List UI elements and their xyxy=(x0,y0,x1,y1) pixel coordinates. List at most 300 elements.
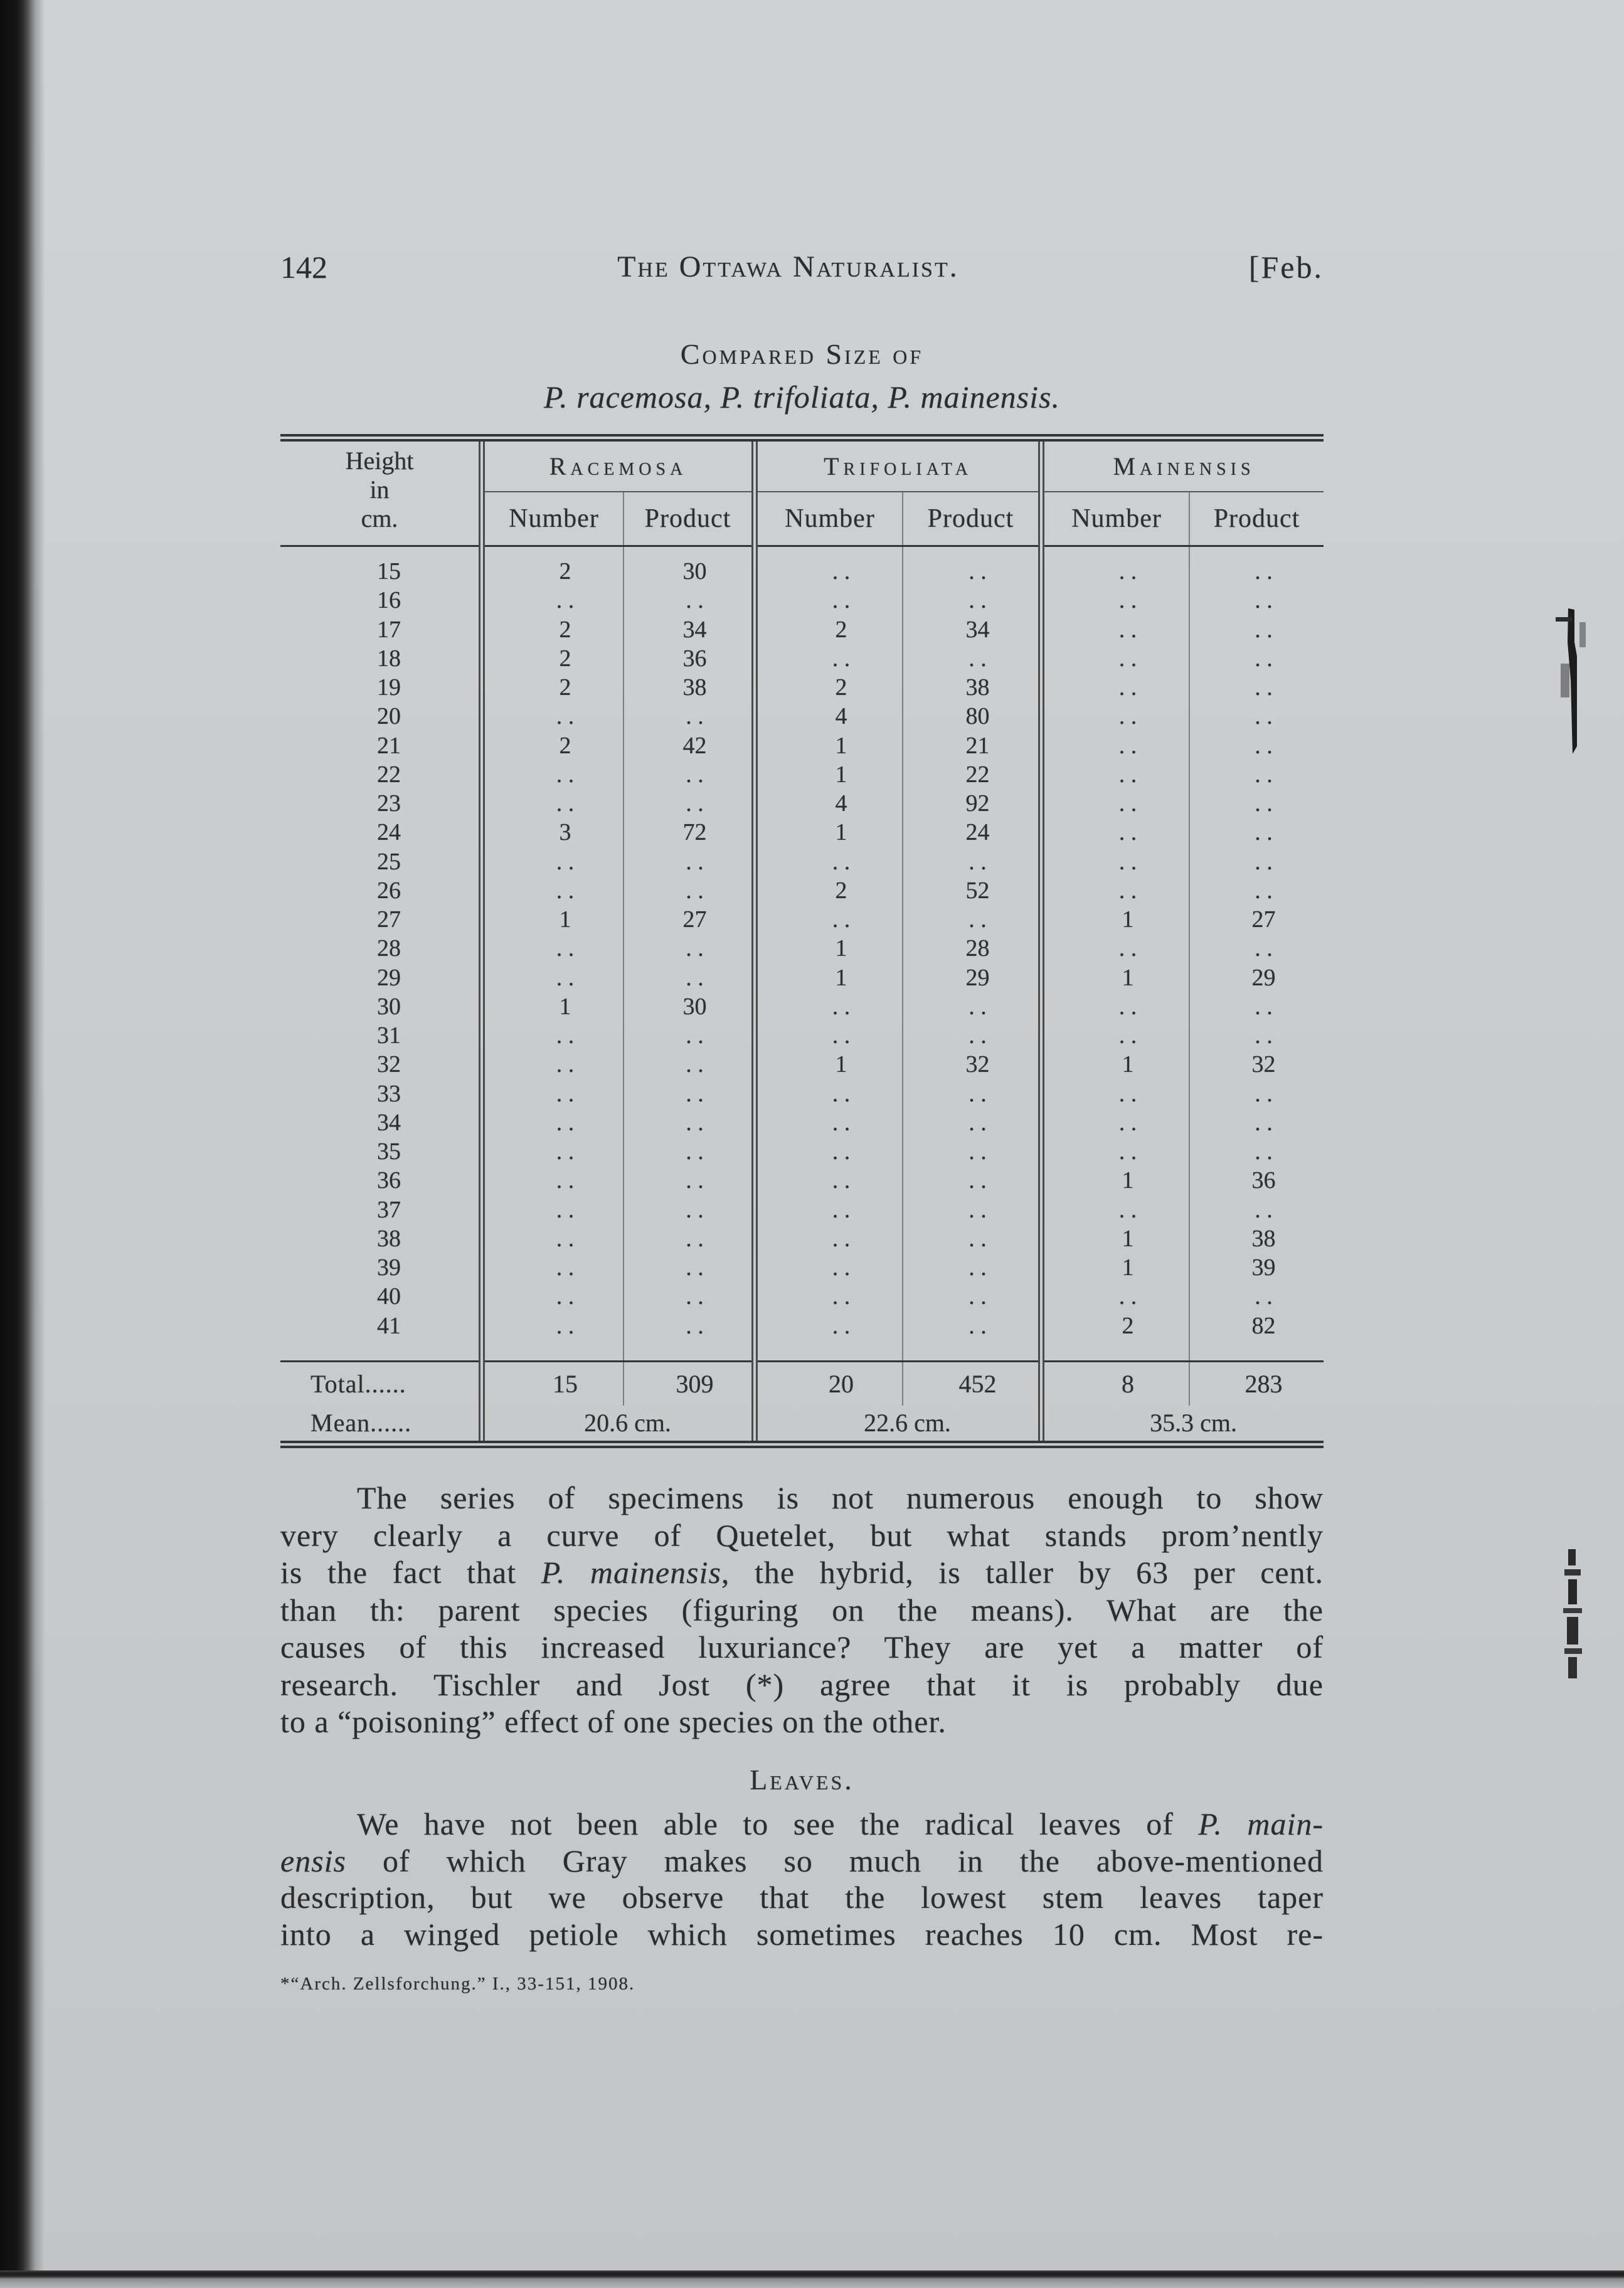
height-cell: 19 xyxy=(377,674,401,701)
mainensis-number-cell: 1 xyxy=(1041,905,1189,934)
binding-edge xyxy=(0,0,45,2288)
text-run: than th: parent species (figuring on the means). What are the xyxy=(280,1592,1324,1628)
trifoliata-number-cell: 4 xyxy=(755,789,903,818)
racemosa-number-cell: 2 xyxy=(482,557,624,586)
trifoliata-number-cell: . . xyxy=(755,1137,903,1166)
margin-smudge-icon xyxy=(1556,1547,1596,1685)
height-cell: 39 xyxy=(377,1254,401,1281)
trifoliata-number-cell: 2 xyxy=(755,673,903,702)
trifoliata-product-cell: 32 xyxy=(903,1050,1041,1079)
trifoliata-group-header: Trifoliata xyxy=(755,438,1041,492)
racemosa-number-cell: . . xyxy=(482,934,624,963)
mainensis-number-cell: . . xyxy=(1041,1195,1189,1224)
table-row xyxy=(280,615,1324,644)
mainensis-number-header: Number xyxy=(1041,492,1189,546)
racemosa-product-cell: . . xyxy=(624,1108,755,1137)
trifoliata-product-cell: . . xyxy=(903,1253,1041,1282)
racemosa-product-cell: . . xyxy=(624,1282,755,1311)
text-line xyxy=(280,1666,1324,1704)
trifoliata-number-cell: 1 xyxy=(755,818,903,847)
table-subtitle: P. racemosa, P. trifoliata, P. mainensis. xyxy=(543,379,1060,415)
trifoliata-product-cell: . . xyxy=(903,557,1041,586)
table-spacer-row xyxy=(280,546,1324,557)
text-run: of which Gray makes so much in the above-mentioned xyxy=(346,1843,1324,1878)
height-cell: 36 xyxy=(377,1167,401,1194)
racemosa-product-cell: . . xyxy=(624,789,755,818)
trifoliata-number-cell: . . xyxy=(755,905,903,934)
height-cell: 16 xyxy=(377,587,401,614)
text-run: very clearly a curve of Quetelet, but what stands prom’nently xyxy=(280,1517,1324,1553)
mainensis-product-cell: . . xyxy=(1189,1137,1324,1166)
racemosa-number-cell: 2 xyxy=(482,731,624,760)
table-row xyxy=(280,1108,1324,1137)
mainensis-mean: 35.3 cm. xyxy=(1041,1406,1324,1444)
table-row xyxy=(280,644,1324,673)
table-body xyxy=(280,557,1324,1340)
running-head xyxy=(280,248,1324,286)
text-line xyxy=(280,1629,1324,1666)
height-cell: 17 xyxy=(377,616,401,643)
racemosa-product-cell: . . xyxy=(624,1166,755,1195)
mainensis-product-cell: 29 xyxy=(1189,963,1324,992)
racemosa-group-header: Racemosa xyxy=(482,438,755,492)
table-spacer-cell xyxy=(482,546,624,557)
table-spacer xyxy=(280,1340,1324,1362)
racemosa-product-cell: . . xyxy=(624,702,755,731)
racemosa-product-cell: . . xyxy=(624,1021,755,1050)
trifoliata-product-cell: . . xyxy=(903,905,1041,934)
mainensis-number-cell: . . xyxy=(1041,1021,1189,1050)
text-line xyxy=(280,1879,1324,1916)
table-row xyxy=(280,905,1324,934)
racemosa-product-cell: . . xyxy=(624,586,755,615)
height-cell: 33 xyxy=(377,1080,401,1107)
paragraph-series xyxy=(280,1480,1324,1741)
trifoliata-product-header: Product xyxy=(903,492,1041,546)
trifoliata-product-cell: 22 xyxy=(903,760,1041,789)
racemosa-product-cell: . . xyxy=(624,1195,755,1224)
italic-text: P. main- xyxy=(1198,1806,1324,1841)
trifoliata-product-cell: 21 xyxy=(903,731,1041,760)
table-row xyxy=(280,992,1324,1021)
mainensis-number-cell: . . xyxy=(1041,760,1189,789)
mainensis-number-total: 8 xyxy=(1041,1362,1189,1406)
italic-text: P. mainensis xyxy=(541,1555,721,1590)
racemosa-product-header: Product xyxy=(624,492,755,546)
mainensis-product-cell: . . xyxy=(1189,557,1324,586)
height-cell: 30 xyxy=(377,993,401,1020)
racemosa-number-cell: . . xyxy=(482,1224,624,1253)
trifoliata-product-cell: . . xyxy=(903,1311,1041,1340)
clip-mark-icon xyxy=(1554,603,1595,756)
mainensis-number-cell: . . xyxy=(1041,847,1189,876)
racemosa-number-cell: . . xyxy=(482,760,624,789)
mainensis-product-cell: . . xyxy=(1189,760,1324,789)
table-row xyxy=(280,1282,1324,1311)
racemosa-number-cell: . . xyxy=(482,789,624,818)
mainensis-product-cell: 39 xyxy=(1189,1253,1324,1282)
mainensis-product-cell: . . xyxy=(1189,1195,1324,1224)
table-row xyxy=(280,1166,1324,1195)
racemosa-number-cell: . . xyxy=(482,876,624,905)
mainensis-number-cell: . . xyxy=(1041,1108,1189,1137)
table-spacer-cell xyxy=(280,1340,482,1362)
mainensis-product-cell: 32 xyxy=(1189,1050,1324,1079)
mainensis-number-cell: . . xyxy=(1041,731,1189,760)
mainensis-product-cell: . . xyxy=(1189,673,1324,702)
trifoliata-number-cell: . . xyxy=(755,1224,903,1253)
mainensis-number-cell: . . xyxy=(1041,615,1189,644)
height-header-line: Height xyxy=(345,447,414,475)
racemosa-number-total: 15 xyxy=(482,1362,624,1406)
table-row xyxy=(280,963,1324,992)
mainensis-product-cell: 36 xyxy=(1189,1166,1324,1195)
table-spacer-cell xyxy=(624,1340,755,1362)
text-line xyxy=(280,1703,1324,1741)
racemosa-number-cell: . . xyxy=(482,1195,624,1224)
mainensis-number-cell: . . xyxy=(1041,818,1189,847)
height-header-line: in xyxy=(369,475,390,504)
text-run: research. Tischler and Jost (*) agree that it is probably due xyxy=(280,1666,1324,1702)
mainensis-number-cell: . . xyxy=(1041,557,1189,586)
mainensis-product-cell: . . xyxy=(1189,586,1324,615)
trifoliata-product-cell: 29 xyxy=(903,963,1041,992)
table-spacer-cell xyxy=(1189,1340,1324,1362)
mean-row xyxy=(280,1406,1324,1444)
trifoliata-product-cell: . . xyxy=(903,1224,1041,1253)
mainensis-product-cell: . . xyxy=(1189,1021,1324,1050)
racemosa-number-header: Number xyxy=(482,492,624,546)
group-header-row xyxy=(280,438,1324,492)
trifoliata-product-cell: . . xyxy=(903,1282,1041,1311)
table-spacer-cell xyxy=(1041,1340,1189,1362)
height-cell: 32 xyxy=(377,1051,401,1078)
table-row xyxy=(280,1137,1324,1166)
total-label: Total...... xyxy=(280,1362,482,1406)
height-cell: 27 xyxy=(377,906,401,933)
racemosa-product-cell: 72 xyxy=(624,818,755,847)
mainensis-product-cell: . . xyxy=(1189,644,1324,673)
racemosa-number-cell: . . xyxy=(482,1282,624,1311)
racemosa-product-cell: . . xyxy=(624,847,755,876)
table-row xyxy=(280,876,1324,905)
mainensis-product-cell: . . xyxy=(1189,731,1324,760)
mainensis-product-cell: . . xyxy=(1189,1108,1324,1137)
trifoliata-number-cell: . . xyxy=(755,1166,903,1195)
racemosa-product-cell: 36 xyxy=(624,644,755,673)
racemosa-product-cell: 30 xyxy=(624,992,755,1021)
racemosa-number-cell: . . xyxy=(482,1253,624,1282)
issue-month: [Feb. xyxy=(1248,250,1324,285)
trifoliata-number-cell: 1 xyxy=(755,963,903,992)
racemosa-mean: 20.6 cm. xyxy=(482,1406,755,1444)
racemosa-number-cell: . . xyxy=(482,1166,624,1195)
mainensis-product-cell: . . xyxy=(1189,615,1324,644)
mainensis-number-cell: . . xyxy=(1041,586,1189,615)
racemosa-number-cell: . . xyxy=(482,1311,624,1340)
trifoliata-mean: 22.6 cm. xyxy=(755,1406,1041,1444)
height-cell: 21 xyxy=(377,732,401,759)
racemosa-product-cell: . . xyxy=(624,934,755,963)
racemosa-number-cell: . . xyxy=(482,1079,624,1108)
height-cell: 29 xyxy=(377,964,401,991)
mainensis-number-cell: . . xyxy=(1041,673,1189,702)
section-heading-leaves: Leaves. xyxy=(750,1764,854,1796)
trifoliata-number-cell: . . xyxy=(755,1282,903,1311)
mainensis-number-cell: . . xyxy=(1041,1137,1189,1166)
height-cell: 35 xyxy=(377,1138,401,1165)
racemosa-number-cell: . . xyxy=(482,1108,624,1137)
trifoliata-product-cell: 24 xyxy=(903,818,1041,847)
mainensis-number-cell: . . xyxy=(1041,702,1189,731)
trifoliata-number-cell: 2 xyxy=(755,615,903,644)
text-line xyxy=(280,1554,1324,1592)
mainensis-number-cell: 1 xyxy=(1041,1166,1189,1195)
trifoliata-number-cell: 2 xyxy=(755,876,903,905)
table-spacer-cell xyxy=(482,1340,624,1362)
table-row xyxy=(280,557,1324,586)
table-spacer-cell xyxy=(1041,546,1189,557)
racemosa-product-cell: . . xyxy=(624,760,755,789)
trifoliata-product-cell: . . xyxy=(903,847,1041,876)
table-spacer-cell xyxy=(755,1340,903,1362)
total-row xyxy=(280,1362,1324,1406)
mainensis-product-cell: . . xyxy=(1189,818,1324,847)
racemosa-product-cell: 34 xyxy=(624,615,755,644)
text-run: to a “poisoning” effect of one species on the other. xyxy=(280,1704,947,1739)
height-cell: 37 xyxy=(377,1196,401,1223)
racemosa-product-cell: 42 xyxy=(624,731,755,760)
mainensis-number-cell: 1 xyxy=(1041,1224,1189,1253)
mainensis-number-cell: 1 xyxy=(1041,963,1189,992)
paragraph-leaves xyxy=(280,1806,1324,1952)
table-spacer-row xyxy=(280,1340,1324,1362)
page-number: 142 xyxy=(280,250,327,285)
compared-size-table xyxy=(280,434,1324,1448)
mainensis-number-cell: . . xyxy=(1041,644,1189,673)
text-run: We have not been able to see the radical leaves of xyxy=(357,1806,1199,1841)
text-run: , the hybrid, is taller by 63 per cent. xyxy=(721,1555,1324,1590)
racemosa-product-cell: . . xyxy=(624,963,755,992)
mainensis-product-cell: . . xyxy=(1189,876,1324,905)
racemosa-number-cell: . . xyxy=(482,1021,624,1050)
trifoliata-number-cell: . . xyxy=(755,1253,903,1282)
trifoliata-number-cell: . . xyxy=(755,1311,903,1340)
racemosa-number-cell: . . xyxy=(482,1137,624,1166)
table-row xyxy=(280,1050,1324,1079)
table-row xyxy=(280,1079,1324,1108)
racemosa-product-cell: . . xyxy=(624,1253,755,1282)
mainensis-number-cell: . . xyxy=(1041,1282,1189,1311)
table-row xyxy=(280,1253,1324,1282)
height-header-line: cm. xyxy=(361,504,398,532)
racemosa-number-cell: . . xyxy=(482,1050,624,1079)
height-cell: 18 xyxy=(377,645,401,672)
racemosa-number-cell: 2 xyxy=(482,644,624,673)
mainensis-number-cell: 1 xyxy=(1041,1050,1189,1079)
table-row xyxy=(280,1224,1324,1253)
table-row xyxy=(280,934,1324,963)
mainensis-product-cell: 27 xyxy=(1189,905,1324,934)
trifoliata-product-cell: . . xyxy=(903,1195,1041,1224)
height-cell: 31 xyxy=(377,1022,401,1049)
trifoliata-product-cell: 34 xyxy=(903,615,1041,644)
mainensis-product-cell: 38 xyxy=(1189,1224,1324,1253)
table-row xyxy=(280,1195,1324,1224)
racemosa-product-cell: 38 xyxy=(624,673,755,702)
trifoliata-number-cell: . . xyxy=(755,1195,903,1224)
mainensis-product-cell: 82 xyxy=(1189,1311,1324,1340)
height-cell: 20 xyxy=(377,703,401,730)
trifoliata-number-cell: . . xyxy=(755,992,903,1021)
table-row xyxy=(280,731,1324,760)
table-row xyxy=(280,789,1324,818)
table-row xyxy=(280,702,1324,731)
table-row xyxy=(280,1311,1324,1340)
text-line xyxy=(280,1480,1324,1517)
height-cell: 40 xyxy=(377,1283,401,1310)
height-cell: 23 xyxy=(377,790,401,817)
racemosa-product-cell: . . xyxy=(624,1311,755,1340)
racemosa-product-cell: . . xyxy=(624,1224,755,1253)
table-spacer-cell xyxy=(624,546,755,557)
text-run: into a winged petiole which sometimes reaches 10 cm. Most re- xyxy=(280,1916,1324,1952)
racemosa-number-cell: 2 xyxy=(482,615,624,644)
mainensis-number-cell: . . xyxy=(1041,1079,1189,1108)
trifoliata-product-cell: . . xyxy=(903,1079,1041,1108)
racemosa-product-cell: . . xyxy=(624,1079,755,1108)
trifoliata-number-cell: 1 xyxy=(755,1050,903,1079)
page-bottom-edge xyxy=(0,2270,1624,2288)
trifoliata-product-cell: . . xyxy=(903,644,1041,673)
mainensis-number-cell: 2 xyxy=(1041,1311,1189,1340)
mainensis-product-cell: . . xyxy=(1189,847,1324,876)
mainensis-number-cell: . . xyxy=(1041,789,1189,818)
text-line xyxy=(280,1843,1324,1880)
trifoliata-product-total: 452 xyxy=(903,1362,1041,1406)
trifoliata-number-header: Number xyxy=(755,492,903,546)
text-line xyxy=(280,1916,1324,1953)
racemosa-number-cell: . . xyxy=(482,586,624,615)
mainensis-number-cell: . . xyxy=(1041,876,1189,905)
trifoliata-number-cell: 4 xyxy=(755,702,903,731)
racemosa-number-cell: 2 xyxy=(482,673,624,702)
height-column-header xyxy=(280,438,482,546)
text-line xyxy=(280,1592,1324,1629)
racemosa-number-cell: . . xyxy=(482,963,624,992)
italic-text: ensis xyxy=(280,1843,346,1878)
height-cell: 34 xyxy=(377,1109,401,1136)
racemosa-number-cell: 1 xyxy=(482,905,624,934)
height-cell: 25 xyxy=(377,848,401,875)
racemosa-number-cell: 3 xyxy=(482,818,624,847)
racemosa-number-cell: . . xyxy=(482,702,624,731)
racemosa-product-cell: 30 xyxy=(624,557,755,586)
text-run: is the fact that xyxy=(280,1555,541,1590)
mainensis-number-cell: . . xyxy=(1041,934,1189,963)
table-spacer-cell xyxy=(755,546,903,557)
height-cell: 38 xyxy=(377,1225,401,1252)
height-cell: 28 xyxy=(377,935,401,962)
mainensis-product-cell: . . xyxy=(1189,934,1324,963)
trifoliata-product-cell: . . xyxy=(903,1166,1041,1195)
height-cell: 26 xyxy=(377,877,401,904)
trifoliata-number-cell: 1 xyxy=(755,934,903,963)
mainensis-number-cell: 1 xyxy=(1041,1253,1189,1282)
mainensis-number-cell: . . xyxy=(1041,992,1189,1021)
table-spacer xyxy=(280,546,1324,557)
trifoliata-number-cell: . . xyxy=(755,1108,903,1137)
text-run: description, but we observe that the lowest stem leaves taper xyxy=(280,1880,1324,1915)
table-row xyxy=(280,760,1324,789)
trifoliata-product-cell: 52 xyxy=(903,876,1041,905)
mainensis-product-cell: . . xyxy=(1189,789,1324,818)
mainensis-product-cell: . . xyxy=(1189,992,1324,1021)
trifoliata-product-cell: . . xyxy=(903,586,1041,615)
racemosa-product-cell: 27 xyxy=(624,905,755,934)
mainensis-group-header: Mainensis xyxy=(1041,438,1324,492)
trifoliata-product-cell: 28 xyxy=(903,934,1041,963)
table-spacer-cell xyxy=(903,1340,1041,1362)
trifoliata-product-cell: . . xyxy=(903,1108,1041,1137)
height-cell: 15 xyxy=(377,558,401,585)
trifoliata-number-cell: 1 xyxy=(755,731,903,760)
footnote: *“Arch. Zellsforchung.” I., 33-151, 1908. xyxy=(280,1974,635,1994)
table-spacer-cell xyxy=(280,546,482,557)
trifoliata-product-cell: . . xyxy=(903,992,1041,1021)
trifoliata-product-cell: 92 xyxy=(903,789,1041,818)
table-row xyxy=(280,818,1324,847)
table-spacer-cell xyxy=(903,546,1041,557)
trifoliata-number-cell: . . xyxy=(755,1021,903,1050)
mainensis-product-cell: . . xyxy=(1189,1079,1324,1108)
mainensis-product-cell: . . xyxy=(1189,702,1324,731)
trifoliata-number-total: 20 xyxy=(755,1362,903,1406)
trifoliata-number-cell: . . xyxy=(755,1079,903,1108)
trifoliata-number-cell: 1 xyxy=(755,760,903,789)
text-run: causes of this increased luxuriance? They are yet a matter of xyxy=(280,1629,1324,1665)
mainensis-product-header: Product xyxy=(1189,492,1324,546)
mainensis-product-cell: . . xyxy=(1189,1282,1324,1311)
trifoliata-product-cell: 80 xyxy=(903,702,1041,731)
table-row xyxy=(280,847,1324,876)
trifoliata-product-cell: . . xyxy=(903,1137,1041,1166)
text-run: The series of specimens is not numerous enough to show xyxy=(357,1480,1324,1515)
racemosa-product-total: 309 xyxy=(624,1362,755,1406)
text-line xyxy=(280,1517,1324,1555)
racemosa-number-cell: 1 xyxy=(482,992,624,1021)
table-row xyxy=(280,586,1324,615)
racemosa-product-cell: . . xyxy=(624,876,755,905)
trifoliata-number-cell: . . xyxy=(755,847,903,876)
height-cell: 24 xyxy=(377,819,401,846)
text-line xyxy=(280,1806,1324,1843)
mean-label: Mean...... xyxy=(310,1409,412,1438)
height-cell: 41 xyxy=(377,1312,401,1339)
table-row xyxy=(280,673,1324,702)
trifoliata-number-cell: . . xyxy=(755,586,903,615)
racemosa-product-cell: . . xyxy=(624,1050,755,1079)
table-title: Compared Size of xyxy=(680,338,924,370)
height-cell: 22 xyxy=(377,761,401,788)
table-spacer-cell xyxy=(1189,546,1324,557)
racemosa-number-cell: . . xyxy=(482,847,624,876)
trifoliata-number-cell: . . xyxy=(755,557,903,586)
table-row xyxy=(280,1021,1324,1050)
mainensis-product-total: 283 xyxy=(1189,1362,1324,1406)
racemosa-product-cell: . . xyxy=(624,1137,755,1166)
trifoliata-product-cell: . . xyxy=(903,1021,1041,1050)
